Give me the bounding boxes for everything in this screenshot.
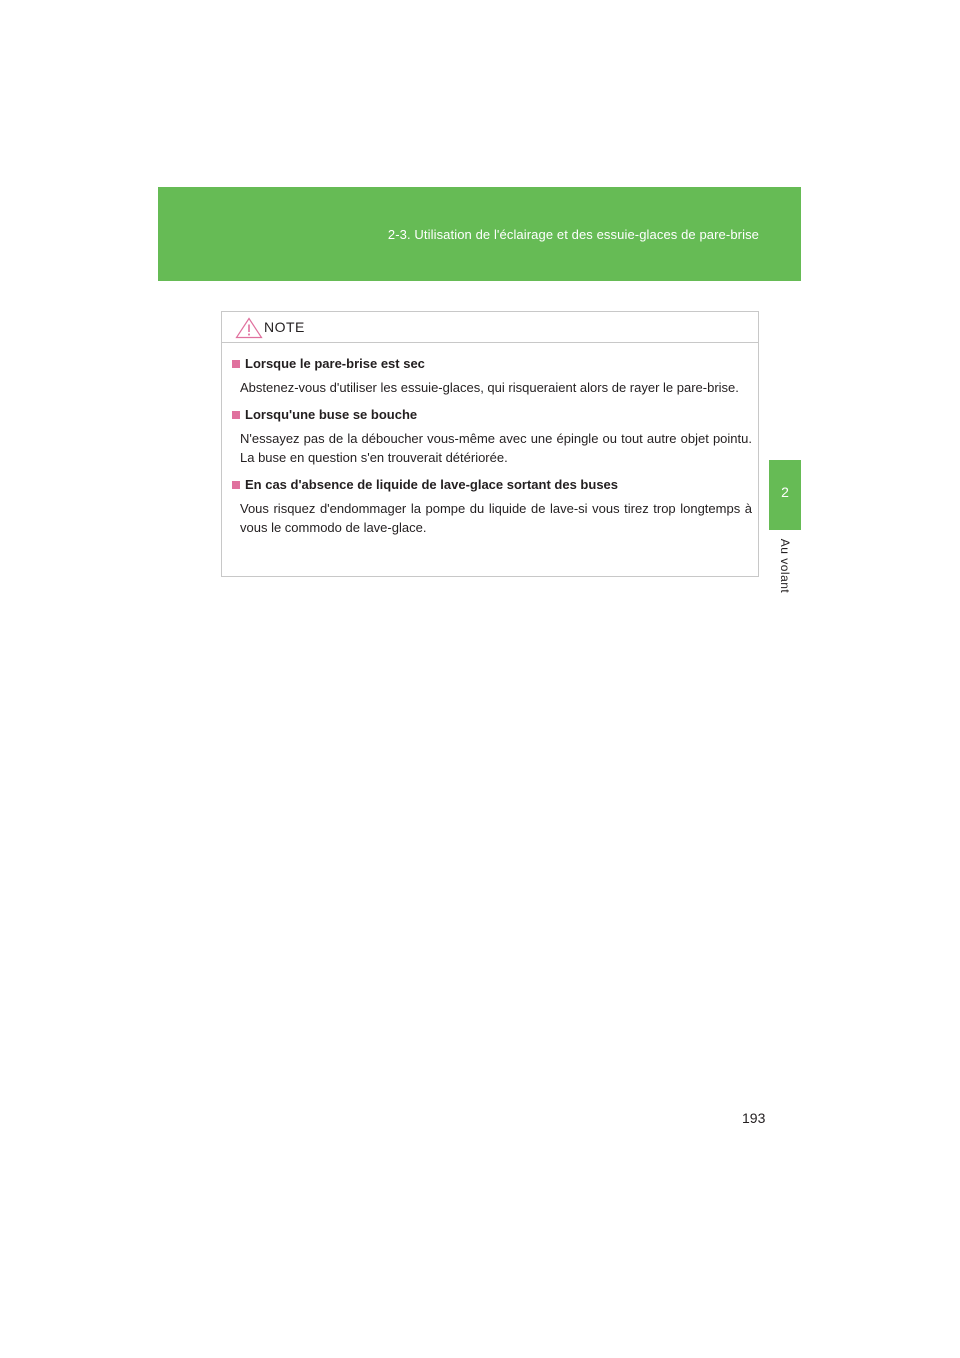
note-item-heading (232, 476, 752, 494)
note-item-heading-text: Lorsque le pare-brise est sec (245, 356, 425, 371)
note-item-heading-text: Lorsqu'une buse se bouche (245, 407, 418, 422)
page-number: 193 (742, 1110, 766, 1126)
header-band (158, 187, 801, 281)
square-bullet-icon (232, 360, 240, 368)
square-bullet-icon (232, 481, 240, 489)
warning-triangle-icon (235, 317, 263, 339)
square-bullet-icon (232, 411, 240, 419)
note-item-text: N'essayez pas de la déboucher vous-même avec une épingle ou tout autre objet pointu. La buse en question s'en trouverait détériorée. (240, 431, 752, 465)
chapter-tab (769, 460, 801, 530)
note-content (222, 343, 758, 537)
chapter-number: 2 (781, 484, 789, 500)
note-box (221, 311, 759, 577)
section-title: 2-3. Utilisation de l'éclairage et des essuie-glaces de pare-brise (387, 227, 759, 242)
note-item (232, 355, 752, 397)
note-item-heading (232, 406, 752, 424)
note-item-heading-text: En cas d'absence de liquide de lave-glace sortant des buses (245, 477, 619, 492)
note-item-text: Abstenez-vous d'utiliser les essuie-glaces, qui risqueraient alors de rayer le pare-brise. (240, 380, 739, 395)
note-item-heading (232, 355, 752, 373)
note-item (232, 406, 752, 467)
note-item-text: Vous risquez d'endommager la pompe du liquide de lave-si vous tirez trop longtemps à vous le commodo de lave-glace. (240, 501, 752, 535)
chapter-label: Au volant (778, 538, 792, 594)
note-item (232, 476, 752, 537)
note-header (222, 312, 758, 343)
note-title: NOTE (264, 319, 305, 335)
